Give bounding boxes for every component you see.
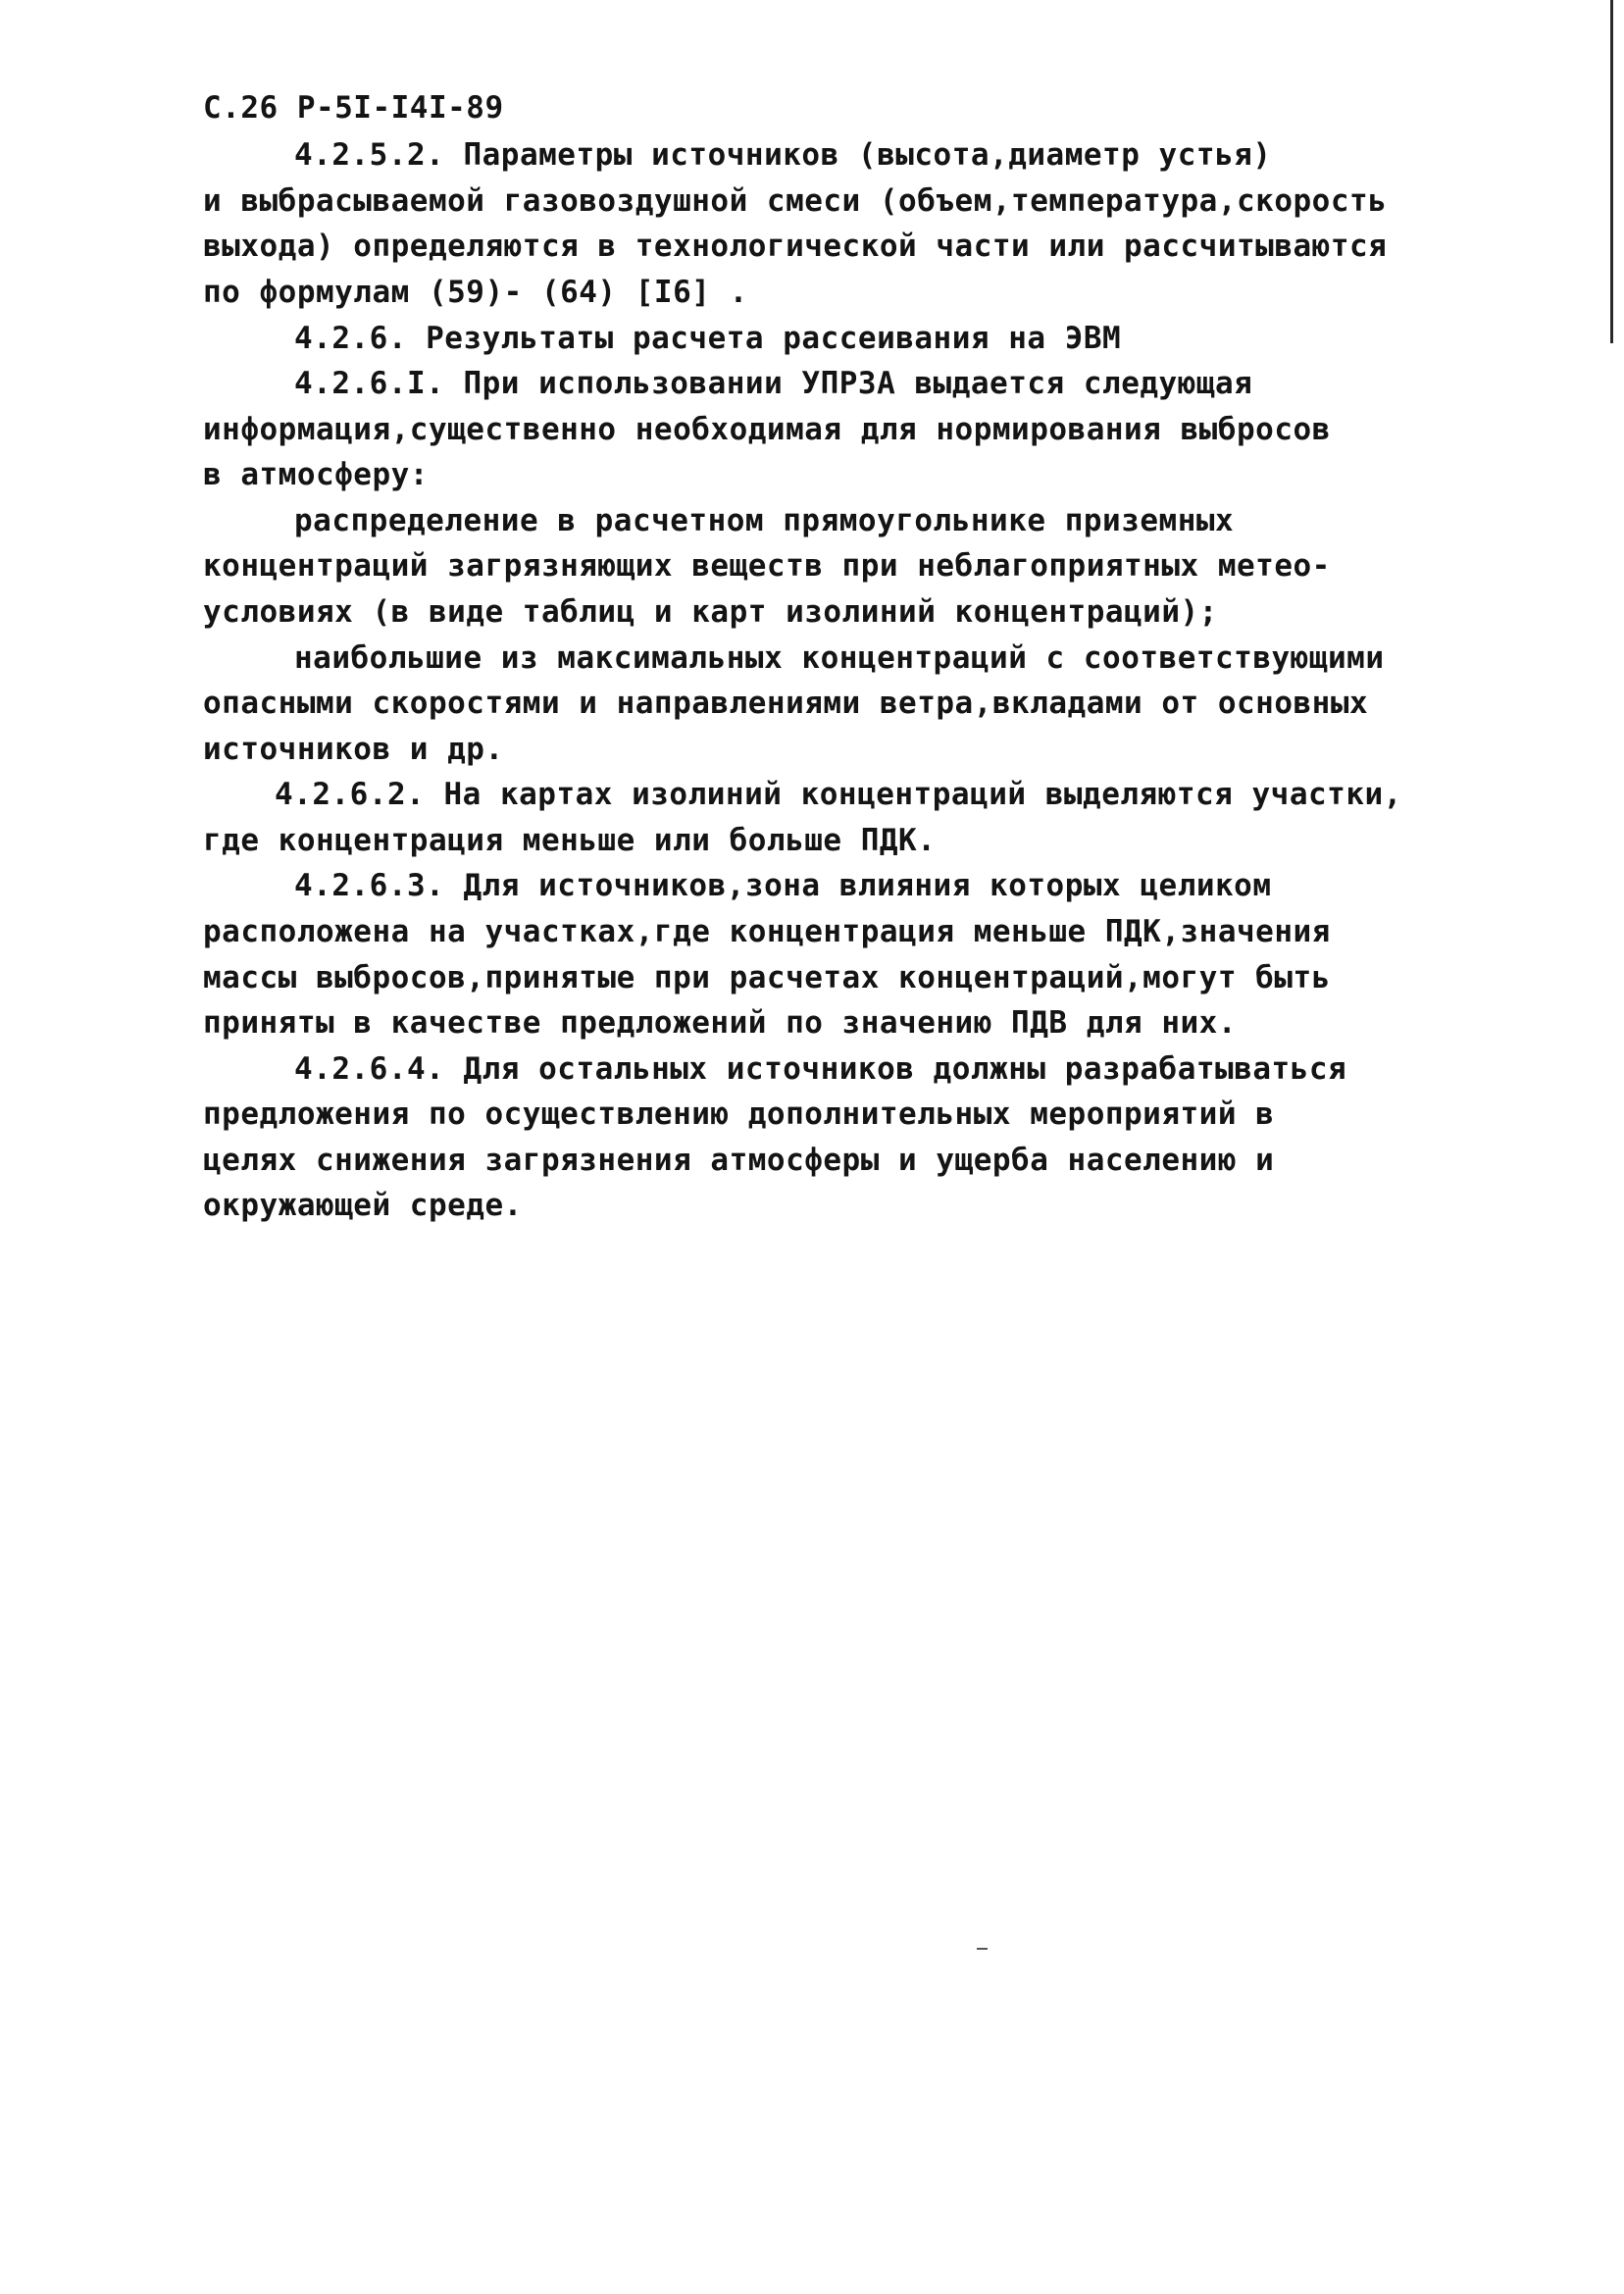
list-item-2-line-3: источников и др. — [203, 732, 504, 767]
list-item-1-line-2: концентраций загрязняющих веществ при неблагоприятных метео- — [203, 548, 1331, 584]
para-4264-line-2: предложения по осуществлению дополнительных мероприятий в — [203, 1096, 1275, 1132]
list-item-2-line-2: опасными скоростями и направлениями ветра,вкладами от основных — [203, 686, 1369, 721]
para-4263-line-4: приняты в качестве предложений по значению ПДВ для них. — [203, 1005, 1237, 1041]
para-4263-line-3: массы выбросов,принятые при расчетах концентраций,могут быть — [203, 960, 1331, 995]
para-4261-line-1: 4.2.6.I. При использовании УПРЗА выдается следующая — [294, 366, 1253, 401]
list-item-2-line-1: наибольшие из максимальных концентраций с соответствующими — [294, 640, 1385, 676]
para-4262-line-2: где концентрация меньше или больше ПДК. — [203, 823, 937, 858]
para-4252-line-4: по формулам (59)- (64) [I6] . — [203, 275, 748, 310]
para-4264-line-4: окружающей среде. — [203, 1188, 523, 1223]
page-header: С.26 Р-5I-I4I-89 — [203, 90, 504, 126]
para-4252-line-3: выхода) определяются в технологической части или рассчитываются — [203, 229, 1388, 264]
para-4261-line-2: информация,существенно необходимая для нормирования выбросов — [203, 412, 1331, 447]
list-item-1-line-3: условиях (в виде таблиц и карт изолиний концентраций); — [203, 594, 1218, 630]
para-4252-line-2: и выбрасываемой газовоздушной смеси (объем,температура,скорость — [203, 183, 1388, 219]
para-4263-line-1: 4.2.6.3. Для источников,зона влияния которых целиком — [294, 868, 1272, 903]
para-4252-line-1: 4.2.5.2. Параметры источников (высота,диаметр устья) — [294, 137, 1272, 173]
scan-edge-line — [1610, 0, 1613, 343]
list-item-1-line-1: распределение в расчетном прямоугольнике приземных — [294, 503, 1235, 538]
para-4264-line-1: 4.2.6.4. Для остальных источников должны разрабатываться — [294, 1051, 1347, 1087]
para-4263-line-2: расположена на участках,где концентрация меньше ПДК,значения — [203, 914, 1331, 949]
para-4261-line-3: в атмосферу: — [203, 457, 429, 492]
para-4262-line-1: 4.2.6.2. На картах изолиний концентраций выделяются участки, — [275, 777, 1402, 812]
stray-mark — [977, 1948, 988, 1950]
para-4264-line-3: целях снижения загрязнения атмосферы и ущерба населению и — [203, 1143, 1275, 1178]
section-426-heading: 4.2.6. Результаты расчета рассеивания на ЭВМ — [294, 321, 1122, 356]
